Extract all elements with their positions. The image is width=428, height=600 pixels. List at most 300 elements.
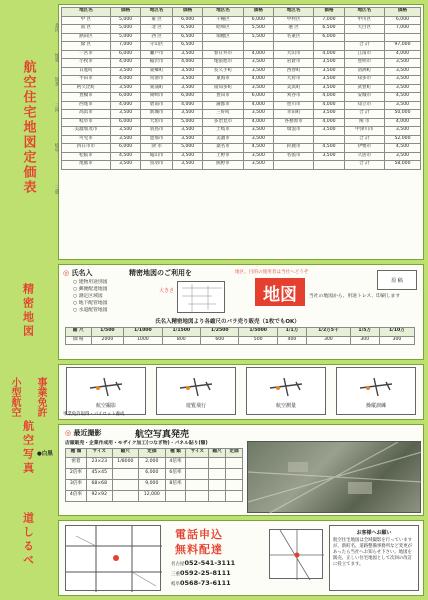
scale-header-row: [66, 328, 415, 337]
price-cell: 3,500: [384, 101, 420, 110]
price-cell: 3,500: [384, 76, 420, 85]
aerial-cell: 8倍率: [165, 479, 186, 490]
price-cell: [243, 42, 273, 51]
price-cell: 4,000: [314, 101, 344, 110]
price-table-panel: [54, 4, 424, 260]
price-cell: 3,500: [110, 135, 140, 144]
price-cell: 3,500: [314, 76, 344, 85]
aerial-photo-texture: [248, 442, 422, 514]
price-cell: 4,000: [384, 50, 420, 59]
price-row: [62, 93, 421, 102]
price-row: [62, 135, 421, 144]
aerial-cell: 3倍率: [66, 479, 87, 490]
price-cell: 3,500: [384, 84, 420, 93]
directions-panel: [58, 520, 424, 596]
price-cell: 6,000: [110, 93, 140, 102]
scale-price-row: [66, 336, 415, 345]
price-cell: 6,500: [172, 33, 202, 42]
aerial-cell: 9,000: [139, 479, 165, 490]
price-cell: 5,000: [110, 16, 140, 25]
phone-entry: [171, 579, 235, 589]
aerial-cell: [186, 457, 209, 468]
notice-text: 航空住宅地図は全域撮影を行っていますが、新町名、道路整備事務所など変更があったら当社へお知らせ下さい。地図を販売、正しい住宅地図として次回の改訂に役立てます。: [333, 538, 413, 567]
price-cell: 6,000: [314, 33, 344, 42]
price-cell: 7,000: [110, 42, 140, 51]
price-cell: 50,000: [384, 110, 420, 119]
price-row: [62, 50, 421, 59]
price-cell: 4,000: [172, 101, 202, 110]
scale-cell: 1/5000: [239, 328, 277, 337]
price-cell: 西春町: [274, 67, 314, 76]
price-cell: 3,500: [172, 161, 202, 170]
price-cell: 犬山市: [274, 50, 314, 59]
aerial-photo-image: [247, 441, 421, 513]
price-cell: 3,500: [172, 135, 202, 144]
scale-table: [65, 327, 415, 345]
phones-list: [171, 559, 235, 589]
price-cell: 3,500: [172, 127, 202, 136]
price-title-text: 航空住宅地図定価表: [20, 60, 36, 195]
aerial-row: [66, 479, 243, 490]
price-cell: 6,000: [110, 50, 140, 59]
price-cell: [274, 161, 314, 170]
aerial-title: 航空写真発売: [135, 430, 190, 440]
price-cell: 3,500: [172, 50, 202, 59]
aerial-cell: [112, 479, 139, 490]
price-cell: 3,500: [243, 84, 273, 93]
price-cell: 東海市: [203, 76, 243, 85]
notice-title: お客様へお願い: [356, 530, 392, 536]
price-cell: 4,000: [384, 118, 420, 127]
recent-label: ◎ 最近撮影: [65, 429, 102, 437]
price-cell: 4,000: [110, 76, 140, 85]
price-cell: 岐阜市: [62, 118, 111, 127]
price-cell: 名張市: [274, 152, 314, 161]
price-cell: 3,500: [172, 152, 202, 161]
aerial-cell: [226, 468, 243, 479]
price-header-cell: 地区名: [344, 8, 384, 17]
price-cell: 土岐市: [203, 127, 243, 136]
price-cell: 4,000: [110, 101, 140, 110]
price-header-cell: 地区名: [203, 8, 243, 17]
aerial-cell: [209, 457, 226, 468]
aerial-cell: 2倍率: [66, 468, 87, 479]
price-cell: 伊勢市: [344, 144, 384, 153]
price-cell: 7,000: [314, 16, 344, 25]
price-cell: 3,500: [172, 67, 202, 76]
use-item: ○ 水道配管地図: [73, 308, 108, 313]
price-cell: 瀬戸市: [141, 50, 173, 59]
aerial-header-cell: サイズ: [86, 449, 112, 458]
scale-cell: 価 格: [66, 336, 92, 345]
price-row: [62, 25, 421, 34]
price-cell: 東郷町: [141, 67, 173, 76]
aerial-cell: [186, 468, 209, 479]
recent-marker: ◎: [65, 429, 74, 437]
aerial-row: [66, 490, 243, 501]
price-cell: 清洲町: [344, 67, 384, 76]
price-cell: 5,000: [110, 33, 140, 42]
price-cell: 4,500: [110, 152, 140, 161]
phone-number[interactable]: 0592-25-8111: [180, 569, 231, 577]
aerial-cell: [209, 490, 226, 501]
price-cell: [203, 42, 243, 51]
aerial-header-cell: 縮尺: [112, 449, 139, 458]
price-cell: 4,000: [110, 59, 140, 68]
stamp-label: 原 稿: [377, 270, 417, 290]
aerial-cell: [165, 490, 186, 501]
aerial-header-cell: 種 類: [165, 449, 186, 458]
name-entry-marker: ◎: [63, 269, 72, 277]
price-cell: 多治見市: [203, 118, 243, 127]
price-cell: 瑞浪市: [274, 127, 314, 136]
price-cell: 合 計: [344, 110, 384, 119]
price-header-cell: 地区名: [62, 8, 111, 17]
price-cell: 4,500: [384, 93, 420, 102]
aerial-cell: 68×68: [86, 479, 112, 490]
phone-number[interactable]: 052-541-3111: [184, 559, 236, 567]
price-cell: 4,000: [314, 50, 344, 59]
precise-label-text: 精密地図: [21, 283, 35, 339]
price-row: [62, 101, 421, 110]
aerial-cell: 45×45: [86, 468, 112, 479]
price-cell: 3,500: [243, 161, 273, 170]
scale-cell: 1/5万: [350, 328, 379, 337]
scale-cell: 300: [379, 336, 414, 345]
price-header-cell: 価格: [243, 8, 273, 17]
price-cell: 4,000: [243, 101, 273, 110]
price-cell: 天白区: [344, 25, 384, 34]
sample-map-icon: [178, 282, 226, 314]
plane-item-label: 操縦訓練: [365, 402, 386, 409]
aerial-header-row: [66, 449, 243, 458]
price-cell: 豊明市: [344, 59, 384, 68]
price-cell: [314, 161, 344, 170]
plane-item: [156, 367, 236, 415]
price-cell: 羽島市: [141, 127, 173, 136]
price-cell: 6,000: [172, 16, 202, 25]
price-row: [62, 118, 421, 127]
price-cell: 大府市: [274, 76, 314, 85]
price-cell: 3,500: [110, 67, 140, 76]
aerial-cell: 4倍率: [165, 457, 186, 468]
aerial-cell: 2,000: [139, 457, 165, 468]
scale-cell: 縮 尺: [66, 328, 92, 337]
aerial-cell: 1/8000: [112, 457, 139, 468]
local-map-icon: [270, 530, 324, 580]
price-cell: 名東区: [274, 33, 314, 42]
price-table: [61, 7, 421, 170]
price-cell: 4,000: [243, 76, 273, 85]
plane-item-label: 航空撮影: [95, 402, 116, 409]
price-cell: 常滑市: [141, 76, 173, 85]
aerial-cell: [186, 490, 209, 501]
price-cell: 3,500: [384, 127, 420, 136]
aerial-cell: 6,000: [139, 468, 165, 479]
price-row: [62, 76, 421, 85]
price-cell: 5,500: [243, 25, 273, 34]
price-cell: 小牧市: [62, 59, 111, 68]
region-label: 三重: [54, 185, 59, 194]
phone-number[interactable]: 0568-73-6111: [180, 579, 231, 587]
scale-note: 氏名入精密地図より各縮尺のバラ売り販売（1枚でもOK）: [155, 319, 300, 325]
price-header-row: [62, 8, 421, 17]
side-precise-label: [0, 283, 56, 363]
scale-cell: 1000: [124, 336, 162, 345]
region-label: 尾張: [54, 53, 59, 62]
directions-text: 道しるべ: [21, 512, 35, 568]
route-map-icon: [66, 526, 162, 592]
scale-cell: 1/2万5千: [307, 328, 351, 337]
directions-map: [65, 525, 161, 591]
price-header-cell: 価格: [172, 8, 202, 17]
price-cell: 知立市: [344, 101, 384, 110]
price-cell: 5,000: [172, 144, 202, 153]
scale-cell: 1/500: [91, 328, 123, 337]
use-item: ○ 建物用途別図: [73, 280, 108, 285]
side-directions: [0, 512, 56, 592]
scale-cell: 300: [350, 336, 379, 345]
aerial-subtitle: 店頭販売・企業作成用・モザイク加工(つなぎ物)・パネル貼り(額): [65, 441, 208, 446]
small-plane-text: 小型航空: [9, 377, 20, 417]
aerial-cell: 92×92: [86, 490, 112, 501]
scale-cell: 1/2500: [201, 328, 239, 337]
price-cell: 4,000: [243, 118, 273, 127]
plane-icon: [176, 374, 216, 400]
price-cell: 3,500: [110, 110, 140, 119]
price-row: [62, 59, 421, 68]
price-cell: [274, 42, 314, 51]
price-cell: 南知多町: [203, 84, 243, 93]
price-cell: 各務原市: [274, 118, 314, 127]
price-cell: 4,500: [384, 144, 420, 153]
region-label: 岐阜: [54, 143, 59, 152]
price-cell: 3,500: [172, 110, 202, 119]
price-cell: 7,000: [384, 25, 420, 34]
map-word: 地図: [255, 278, 305, 306]
price-cell: 阿久比町: [62, 84, 111, 93]
price-row: [62, 127, 421, 136]
side-aerial-photo: [0, 420, 56, 500]
price-cell: 稲沢市: [141, 59, 173, 68]
price-cell: [314, 135, 344, 144]
price-cell: 6,000: [110, 144, 140, 153]
scale-cell: 600: [201, 336, 239, 345]
price-cell: [344, 33, 384, 42]
aerial-cell: 密着: [66, 457, 87, 468]
price-cell: 岡崎市: [141, 93, 173, 102]
price-cell: 西 区: [141, 33, 173, 42]
phone-title: 電話申込: [175, 528, 223, 541]
price-cell: 豊橋市: [62, 93, 111, 102]
aerial-header-cell: 定価: [226, 449, 243, 458]
price-cell: 52,000: [384, 135, 420, 144]
price-cell: 合 計: [344, 42, 384, 51]
price-cell: 尾鷲市: [62, 161, 111, 170]
aerial-header-cell: 縮尺: [209, 449, 226, 458]
use-item: ○ 測定区域図: [73, 294, 103, 299]
size-label: 大きさ: [159, 288, 175, 294]
price-cell: 4,000: [314, 93, 344, 102]
plane-item-label: 遊覧飛行: [185, 402, 206, 409]
price-header-cell: 地区名: [274, 8, 314, 17]
price-cell: 恵那市: [141, 135, 173, 144]
scale-cell: 1/1000: [124, 328, 162, 337]
price-cell: 津 市: [141, 144, 173, 153]
price-cell: 3,500: [384, 67, 420, 76]
bw-label: ●白黒: [37, 451, 53, 457]
aerial-row: [66, 468, 243, 479]
plane-item: [66, 367, 146, 415]
price-cell: 南 区: [62, 25, 111, 34]
plane-icon: [86, 374, 126, 400]
price-cell: 刈谷市: [274, 93, 314, 102]
price-cell: 桑名市: [203, 144, 243, 153]
scale-cell: 300: [307, 336, 351, 345]
price-cell: 碧南市: [141, 101, 173, 110]
price-header-cell: 価格: [384, 8, 420, 17]
price-cell: 新城市: [141, 110, 173, 119]
price-cell: 上野市: [203, 152, 243, 161]
price-cell: 幸田町: [274, 110, 314, 119]
price-row: [62, 152, 421, 161]
scale-cell: 1/1万: [277, 328, 306, 337]
name-entry-title: ◎ 氏名入: [63, 269, 93, 277]
region-label: 知多: [54, 77, 59, 86]
price-cell: 長久手町: [203, 67, 243, 76]
price-row: [62, 16, 421, 25]
plane-item: [336, 367, 416, 415]
price-cell: 西尾市: [62, 101, 111, 110]
region-label: 北区: [54, 23, 59, 32]
price-cell: 58,000: [384, 161, 420, 170]
price-cell: 久居市: [344, 152, 384, 161]
price-cell: 3,500: [172, 76, 202, 85]
use-item: ○ 郵便配達地図: [73, 287, 108, 292]
price-cell: 中村区: [274, 16, 314, 25]
price-cell: 熱田区: [62, 33, 111, 42]
price-cell: 4,000: [243, 50, 273, 59]
aerial-cell: [209, 479, 226, 490]
price-cell: 尾張旭市: [203, 59, 243, 68]
price-row: [62, 84, 421, 93]
price-row: [62, 161, 421, 170]
price-row: [62, 67, 421, 76]
price-cell: 3,500: [110, 161, 140, 170]
price-cell: 美濃市: [203, 135, 243, 144]
price-cell: 一宮市: [62, 50, 111, 59]
price-cell: 3,500: [243, 110, 273, 119]
price-cell: 4,500: [314, 144, 344, 153]
price-cell: 高浜市: [62, 110, 111, 119]
aerial-cell: [226, 490, 243, 501]
price-cell: 東 区: [141, 16, 173, 25]
price-cell: 6,000: [243, 16, 273, 25]
price-cell: 守山区: [141, 42, 173, 51]
price-cell: [384, 33, 420, 42]
price-cell: 日進町: [62, 67, 111, 76]
price-cell: 豊田市: [203, 93, 243, 102]
precise-map-panel: [58, 264, 424, 360]
phone-label: 岐阜: [171, 582, 180, 587]
sample-map-thumb: [177, 281, 225, 313]
plane-items: [61, 367, 421, 417]
aerial-cell: 4倍率: [66, 490, 87, 501]
price-cell: 6,500: [172, 42, 202, 51]
price-cell: 鈴鹿市: [274, 144, 314, 153]
phone-label: 名古屋: [171, 562, 185, 567]
free-delivery: 無料配達: [175, 543, 223, 556]
price-cell: 安城市: [344, 93, 384, 102]
uses-list: [73, 279, 108, 314]
use-item: ○ 地下配管地図: [73, 301, 108, 306]
price-cell: 鳥羽市: [141, 161, 173, 170]
scale-cell: 500: [239, 336, 277, 345]
price-cell: 3,500: [314, 152, 344, 161]
scale-cell: 400: [277, 336, 306, 345]
plane-item: [246, 367, 326, 415]
price-cell: 合 計: [344, 135, 384, 144]
scale-cell: 1/10万: [379, 328, 414, 337]
price-cell: 亀山市: [141, 152, 173, 161]
price-cell: 3,500: [243, 67, 273, 76]
price-cell: 3,500: [314, 127, 344, 136]
aerial-cell: [209, 468, 226, 479]
price-cell: 3,500: [314, 59, 344, 68]
price-cell: 昭和区: [203, 25, 243, 34]
notice-box: [329, 525, 419, 591]
price-cell: 春日井市: [203, 50, 243, 59]
price-cell: 5,000: [110, 25, 140, 34]
price-cell: [274, 135, 314, 144]
price-cell: 3,500: [314, 84, 344, 93]
price-cell: 緑 区: [62, 42, 111, 51]
price-cell: 3,500: [384, 152, 420, 161]
price-cell: 4,000: [314, 118, 344, 127]
price-row: [62, 110, 421, 119]
price-cell: 3,500: [243, 59, 273, 68]
price-cell: 4,000: [172, 59, 202, 68]
price-cell: 美濃加茂市: [62, 127, 111, 136]
price-cell: 千種区: [203, 16, 243, 25]
price-cell: 武豊町: [344, 84, 384, 93]
aerial-cell: [112, 490, 139, 501]
scale-cell: 800: [162, 336, 200, 345]
price-cell: 江南市: [344, 50, 384, 59]
price-cell: 三好町: [203, 110, 243, 119]
price-cell: 半田市: [62, 76, 111, 85]
aerial-table: [65, 448, 243, 502]
price-cell: 3,500: [243, 152, 273, 161]
price-cell: [314, 42, 344, 51]
small-plane-panel: [58, 364, 424, 420]
aerial-panel: [37, 424, 424, 516]
price-header-cell: 価格: [314, 8, 344, 17]
price-cell: 97,000: [384, 42, 420, 51]
price-cell: 中川区: [344, 16, 384, 25]
usage-title: 精密地図のご利用を: [129, 269, 192, 277]
price-cell: 3,500: [243, 135, 273, 144]
price-cell: 6,000: [172, 93, 202, 102]
price-cell: 6,000: [110, 118, 140, 127]
price-cell: 3,500: [384, 59, 420, 68]
price-cell: 3,500: [314, 67, 344, 76]
price-cell: 岩倉市: [274, 59, 314, 68]
price-cell: 合 計: [344, 161, 384, 170]
aerial-cell: [112, 468, 139, 479]
aerial-photo-text: 航空写真: [21, 420, 35, 476]
price-cell: 港 区: [274, 25, 314, 34]
